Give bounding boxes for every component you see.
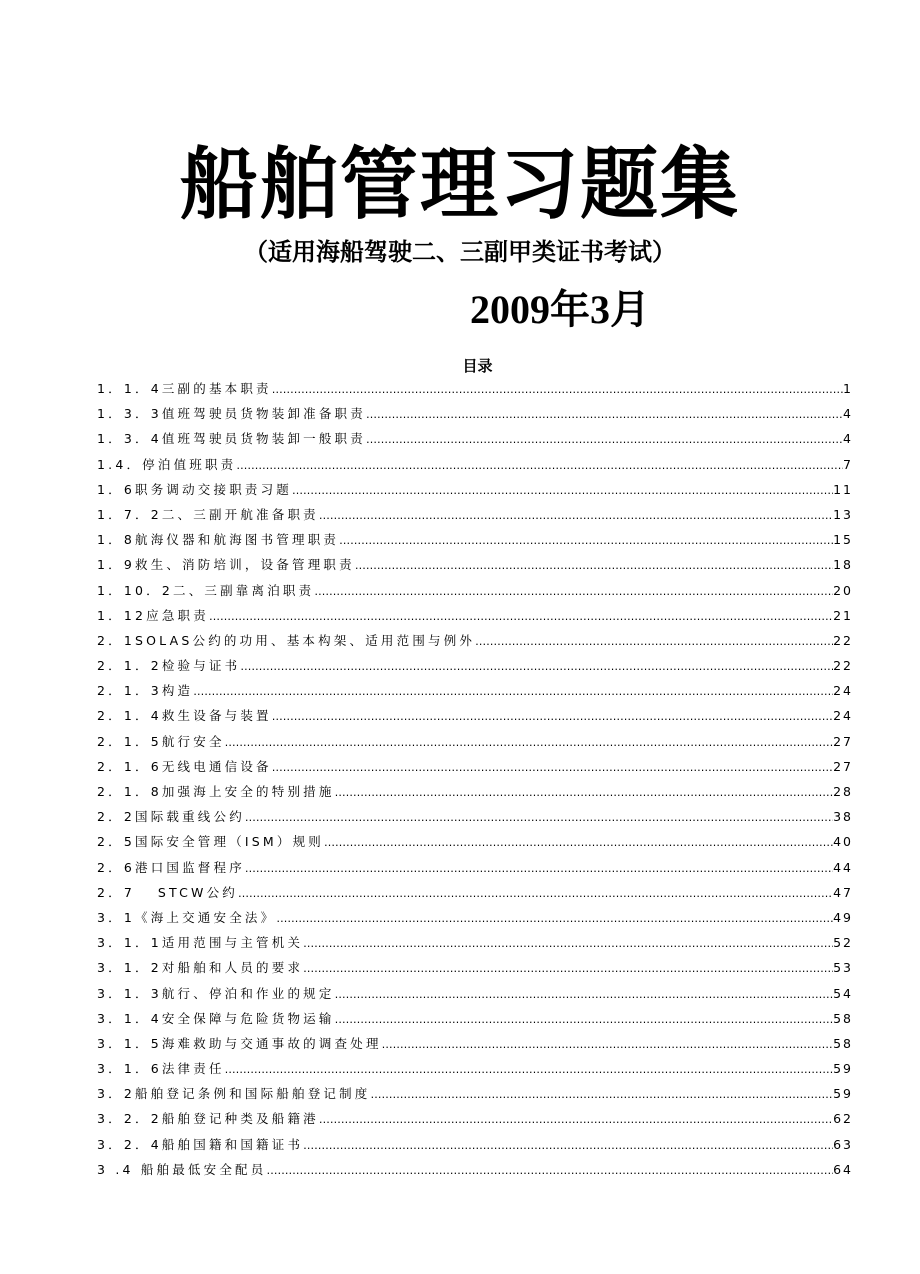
- toc-entry[interactable]: [97, 1059, 853, 1084]
- dot-leader: [209, 610, 833, 623]
- toc-entry-page: 4: [843, 406, 853, 422]
- toc-entry-label: 3．1．3航行、停泊和作业的规定: [97, 985, 335, 1001]
- toc-entry-page: 24: [833, 708, 853, 724]
- dot-leader: [303, 937, 833, 950]
- toc-entry-label: 3．1．2对船舶和人员的要求: [97, 960, 304, 976]
- dot-leader: [272, 761, 833, 774]
- toc-entry-label: 2．1．3构造: [97, 683, 194, 699]
- toc-entry[interactable]: [97, 1135, 853, 1160]
- toc-entry-label: 3．1．6法律责任: [97, 1061, 225, 1077]
- toc-entry[interactable]: [97, 656, 853, 681]
- toc-entry[interactable]: [97, 455, 853, 480]
- toc-entry[interactable]: [97, 1084, 853, 1109]
- dot-leader: [266, 1164, 833, 1177]
- toc-entry-label: 3．1．5海难救助与交通事故的调查处理: [97, 1035, 382, 1051]
- toc-entry[interactable]: [97, 757, 853, 782]
- toc-entry[interactable]: [97, 429, 853, 454]
- dot-leader: [366, 408, 843, 421]
- toc-entry-page: 28: [833, 784, 853, 799]
- toc-entry-page: 20: [833, 582, 853, 598]
- toc-entry-page: 52: [833, 935, 853, 951]
- toc-entry-label: 1.4．停泊值班职责: [97, 456, 237, 472]
- dot-leader: [314, 585, 833, 598]
- document-date: 2009年3月: [470, 287, 650, 332]
- toc-entry-page: 58: [833, 1010, 853, 1026]
- toc-entry-page: 47: [833, 884, 853, 900]
- toc-entry[interactable]: [97, 933, 853, 958]
- toc-entry-label: 2．6港口国监督程序: [97, 859, 245, 875]
- toc-entry-page: 7: [843, 456, 853, 472]
- toc-entry-label: 3．1《海上交通安全法》: [97, 909, 277, 925]
- dot-leader: [303, 1139, 833, 1152]
- toc-entry[interactable]: [97, 883, 853, 908]
- toc-entry-page: 54: [833, 985, 853, 1001]
- toc-entry[interactable]: [97, 581, 853, 606]
- toc-entry-label: 2．7 STCW公约: [97, 884, 239, 900]
- toc-entry[interactable]: [97, 1034, 853, 1059]
- dot-leader: [245, 811, 833, 824]
- toc-entry-page: 59: [833, 1061, 853, 1077]
- toc-entry-page: 58: [833, 1035, 853, 1051]
- toc-entry-page: 1: [843, 381, 853, 396]
- toc-entry-label: 3．2．4船舶国籍和国籍证书: [97, 1136, 304, 1152]
- toc-entry-page: 53: [833, 960, 853, 976]
- dot-leader: [475, 635, 833, 648]
- toc-entry-page: 44: [833, 859, 853, 875]
- toc-entry-label: 2．1．2检验与证书: [97, 658, 241, 674]
- dot-leader: [355, 559, 833, 572]
- dot-leader: [276, 912, 833, 925]
- toc-entry-page: 22: [833, 632, 853, 648]
- toc-entry-label: 1．1．4三副的基本职责: [97, 381, 272, 396]
- toc-entry-page: 49: [833, 909, 853, 925]
- toc-entry-label: 2．1．5航行安全: [97, 733, 225, 749]
- dot-leader: [272, 710, 833, 723]
- dot-leader: [335, 1013, 834, 1026]
- toc-heading: 目录: [462, 357, 493, 375]
- dot-leader: [272, 383, 843, 396]
- toc-entry-label: 1．7．2二、三副开航准备职责: [97, 506, 319, 522]
- toc-entry[interactable]: [97, 832, 853, 857]
- toc-entry-page: 40: [833, 834, 853, 850]
- dot-leader: [335, 786, 834, 799]
- toc-entry-label: 2．2国际载重线公约: [97, 809, 245, 825]
- toc-entry-label: 3．1．4安全保障与危险货物运输: [97, 1010, 335, 1026]
- toc-entry[interactable]: [97, 984, 853, 1009]
- toc-entry[interactable]: [97, 706, 853, 731]
- toc-entry-label: 2．5国际安全管理（ISM）规则: [97, 834, 325, 850]
- toc-entry-page: 15: [833, 532, 853, 548]
- toc-entry-page: 24: [833, 683, 853, 699]
- toc-entry-label: 1．9救生、消防培训，设备管理职责: [97, 557, 355, 573]
- toc-entry-label: 3．1．1适用范围与主管机关: [97, 935, 304, 951]
- toc-entry[interactable]: [97, 958, 853, 983]
- dot-leader: [225, 1063, 833, 1076]
- toc-entry[interactable]: [97, 379, 853, 404]
- toc-entry-page: 18: [833, 557, 853, 573]
- dot-leader: [238, 887, 833, 900]
- toc-entry[interactable]: [97, 782, 853, 807]
- toc-entry[interactable]: [97, 505, 853, 530]
- table-of-contents: [97, 379, 853, 1185]
- toc-entry-page: 59: [833, 1086, 853, 1102]
- toc-entry[interactable]: [97, 807, 853, 832]
- toc-entry-label: 1．12应急职责: [97, 607, 209, 623]
- toc-entry-page: 4: [843, 431, 853, 447]
- toc-entry-label: 2．1．6无线电通信设备: [97, 758, 272, 774]
- toc-entry[interactable]: [97, 555, 853, 580]
- toc-entry-page: 27: [833, 733, 853, 749]
- toc-entry-label: 1．8航海仪器和航海图书管理职责: [97, 532, 340, 548]
- toc-entry-page: 64: [833, 1161, 853, 1177]
- dot-leader: [292, 484, 833, 497]
- dot-leader: [319, 509, 833, 522]
- toc-entry[interactable]: [97, 530, 853, 555]
- toc-entry-page: 63: [833, 1136, 853, 1152]
- dot-leader: [335, 988, 834, 1001]
- dot-leader: [319, 1113, 833, 1126]
- toc-entry[interactable]: [97, 480, 853, 505]
- toc-entry[interactable]: [97, 908, 853, 933]
- toc-entry[interactable]: [97, 858, 853, 883]
- toc-entry-page: 11: [833, 481, 853, 497]
- toc-entry-label: 3 .4 船舶最低安全配员: [97, 1161, 267, 1177]
- toc-entry-label: 1．3．4值班驾驶员货物装卸一般职责: [97, 431, 366, 447]
- toc-entry-page: 21: [833, 607, 853, 623]
- toc-entry[interactable]: [97, 1009, 853, 1034]
- dot-leader: [236, 459, 843, 472]
- toc-entry-label: 1．6职务调动交接职责习题: [97, 481, 293, 497]
- toc-entry[interactable]: [97, 1160, 853, 1185]
- toc-entry-label: 2．1SOLAS公约的功用、基本构架、适用范围与例外: [97, 632, 476, 648]
- toc-entry[interactable]: [97, 631, 853, 656]
- toc-entry-page: 13: [833, 506, 853, 522]
- toc-entry[interactable]: [97, 404, 853, 429]
- dot-leader: [193, 685, 833, 698]
- dot-leader: [303, 962, 833, 975]
- toc-entry-label: 2．1．8加强海上安全的特别措施: [97, 784, 335, 799]
- dot-leader: [382, 1038, 833, 1051]
- dot-leader: [225, 736, 833, 749]
- toc-entry-label: 1．10．2二、三副靠离泊职责: [97, 582, 315, 598]
- toc-entry-page: 38: [833, 809, 853, 825]
- dot-leader: [245, 862, 833, 875]
- document-subtitle: （适用海船驾驶二、三副甲类证书考试）: [244, 238, 676, 266]
- toc-entry[interactable]: [97, 606, 853, 631]
- toc-entry[interactable]: [97, 681, 853, 706]
- toc-entry-label: 2．1．4救生设备与装置: [97, 708, 272, 724]
- dot-leader: [324, 836, 833, 849]
- toc-entry-label: 1．3．3值班驾驶员货物装卸准备职责: [97, 406, 366, 422]
- toc-entry-page: 27: [833, 758, 853, 774]
- toc-entry-label: 3．2船舶登记条例和国际船舶登记制度: [97, 1086, 371, 1102]
- toc-entry-page: 62: [833, 1111, 853, 1127]
- dot-leader: [339, 534, 833, 547]
- toc-entry[interactable]: [97, 732, 853, 757]
- dot-leader: [240, 660, 833, 673]
- dot-leader: [366, 433, 843, 446]
- dot-leader: [371, 1088, 834, 1101]
- toc-entry-page: 22: [833, 658, 853, 674]
- toc-entry[interactable]: [97, 1109, 853, 1134]
- toc-entry-label: 3．2．2船舶登记种类及船籍港: [97, 1111, 319, 1127]
- document-title: 船舶管理习题集: [179, 140, 740, 230]
